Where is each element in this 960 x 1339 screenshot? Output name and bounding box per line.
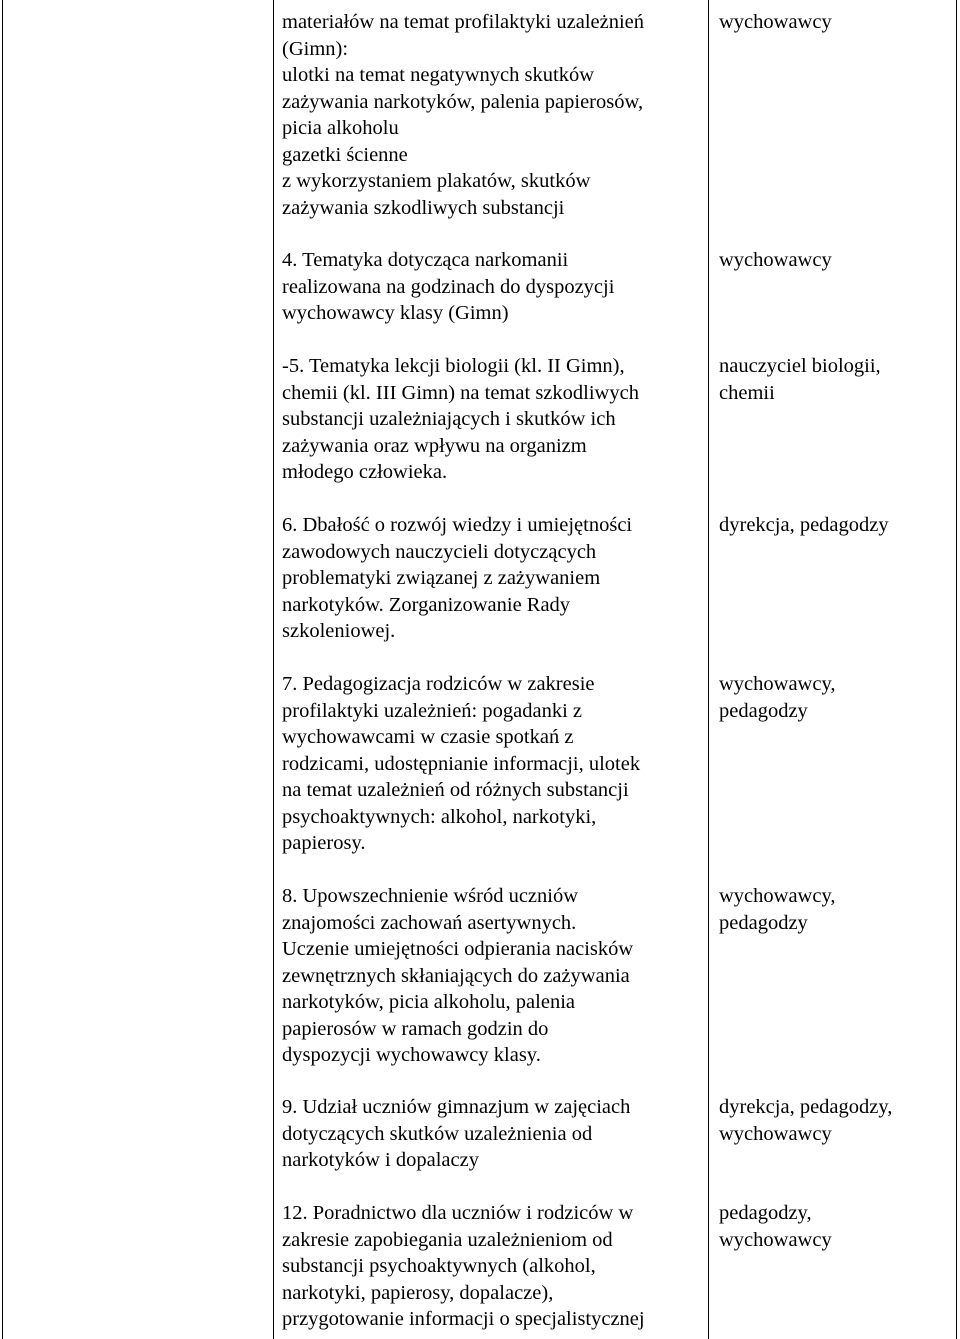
task-cell-9: 9. Udział uczniów gimnazjum w zajęciach dotyczących skutków uzależnienia od narkotyków i dopalaczy — [282, 1096, 631, 1171]
column-divider-2 — [708, 0, 709, 1339]
responsible-cell-4: wychowawcy — [719, 249, 832, 271]
responsible-cell-7: wychowawcy, pedagodzy — [719, 673, 836, 722]
task-cell-5: -5. Tematyka lekcji biologii (kl. II Gimn), chemii (kl. III Gimn) na temat szkodliwych substancji uzależniających i skutków ich zażywania oraz wpływu na organizm młodego człowieka. — [282, 355, 639, 483]
task-cell-8: 8. Upowszechnienie wśród uczniów znajomości zachowań asertywnych. Uczenie umiejętności odpierania nacisków zewnętrznych skłaniających do zażywania narkotyków, picia alkoholu, palenia papierosów w ramach godzin do dyspozycji wychowawcy klasy. — [282, 885, 634, 1066]
task-cell-12: 12. Poradnictwo dla uczniów i rodziców w zakresie zapobiegania uzależnieniom od substancji psychoaktywnych (alkohol, narkotyki, papierosy, dopalacze), przygotowanie informacji o specjalistycznej — [282, 1202, 645, 1330]
task-cell-materials: materiałów na temat profilaktyki uzależnień (Gimn): ulotki na temat negatywnych skutków zażywania narkotyków, palenia papierosów, picia alkoholu gazetki ścienne z wykorzystaniem plakatów, skutków zażywania szkodliwych substancji — [282, 11, 645, 219]
task-cell-6: 6. Dbałość o rozwój wiedzy i umiejętności zawodowych nauczycieli dotyczących problematyki związanej z zażywaniem narkotyków. Zorganizowanie Rady szkoleniowej. — [282, 514, 633, 642]
table-border-right — [956, 0, 957, 1339]
responsible-cell-8: wychowawcy, pedagodzy — [719, 885, 836, 934]
responsible-cell-12: pedagodzy, wychowawcy — [719, 1202, 832, 1251]
responsible-cell-materials: wychowawcy — [719, 11, 832, 33]
column-divider-1 — [273, 0, 274, 1339]
responsible-cell-9: dyrekcja, pedagodzy, wychowawcy — [719, 1096, 893, 1145]
responsible-cell-6: dyrekcja, pedagodzy — [719, 514, 889, 536]
task-cell-4: 4. Tematyka dotycząca narkomanii realizowana na godzinach do dyspozycji wychowawcy klasy (Gimn) — [282, 249, 615, 324]
task-cell-7: 7. Pedagogizacja rodziców w zakresie profilaktyki uzależnień: pogadanki z wychowawcami w czasie spotkań z rodzicami, udostępnianie informacji, ulotek na temat uzależnień od różnych substancji psychoaktywnych: alkohol, narkotyki, papierosy. — [282, 673, 641, 854]
responsible-cell-5: nauczyciel biologii, chemii — [719, 355, 881, 404]
table-border-left — [2, 0, 3, 1339]
